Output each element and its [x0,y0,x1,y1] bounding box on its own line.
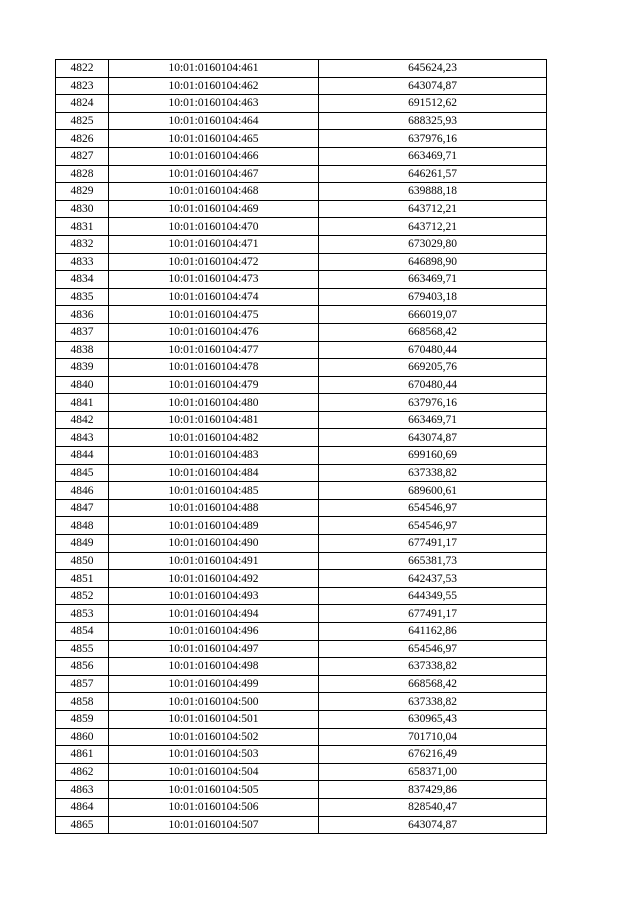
cadastral-value-cell: 637976,16 [319,130,547,148]
cadastral-number-cell: 10:01:0160104:472 [109,253,319,271]
cadastral-value-cell: 643074,87 [319,77,547,95]
cadastral-value-cell: 699160,69 [319,447,547,465]
cadastral-value-cell: 677491,17 [319,605,547,623]
cadastral-value-cell: 654546,97 [319,640,547,658]
table-row [56,112,547,130]
cadastral-value-cell: 630965,43 [319,710,547,728]
cadastral-value-cell: 637338,82 [319,464,547,482]
cadastral-number-cell: 10:01:0160104:506 [109,798,319,816]
cadastral-value-cell: 668568,42 [319,675,547,693]
cadastral-value-cell: 644349,55 [319,587,547,605]
table-row [56,411,547,429]
row-number-cell: 4831 [56,218,109,236]
table-row [56,200,547,218]
cadastral-value-cell: 654546,97 [319,499,547,517]
row-number-cell: 4844 [56,447,109,465]
table-row [56,816,547,834]
table-row [56,640,547,658]
cadastral-number-cell: 10:01:0160104:500 [109,693,319,711]
row-number-cell: 4825 [56,112,109,130]
cadastral-value-cell: 658371,00 [319,763,547,781]
cadastral-value-cell: 643074,87 [319,816,547,834]
table-row [56,482,547,500]
cadastral-number-cell: 10:01:0160104:503 [109,746,319,764]
row-number-cell: 4850 [56,552,109,570]
cadastral-number-cell: 10:01:0160104:477 [109,341,319,359]
cadastral-number-cell: 10:01:0160104:499 [109,675,319,693]
cadastral-value-cell: 691512,62 [319,95,547,113]
row-number-cell: 4830 [56,200,109,218]
cadastral-number-cell: 10:01:0160104:467 [109,165,319,183]
cadastral-value-cell: 673029,80 [319,235,547,253]
cadastral-value-cell: 641162,86 [319,623,547,641]
cadastral-value-cell: 669205,76 [319,359,547,377]
cadastral-number-cell: 10:01:0160104:468 [109,183,319,201]
row-number-cell: 4826 [56,130,109,148]
table-row [56,147,547,165]
cadastral-number-cell: 10:01:0160104:462 [109,77,319,95]
cadastral-value-cell: 646898,90 [319,253,547,271]
table-row [56,271,547,289]
row-number-cell: 4842 [56,411,109,429]
cadastral-value-cell: 668568,42 [319,323,547,341]
cadastral-value-cell: 643074,87 [319,429,547,447]
cadastral-number-cell: 10:01:0160104:478 [109,359,319,377]
cadastral-value-cell: 645624,23 [319,60,547,78]
row-number-cell: 4865 [56,816,109,834]
cadastral-number-cell: 10:01:0160104:501 [109,710,319,728]
row-number-cell: 4829 [56,183,109,201]
cadastral-value-cell: 642437,53 [319,570,547,588]
cadastral-number-cell: 10:01:0160104:505 [109,781,319,799]
table-row [56,218,547,236]
cadastral-value-cell: 637338,82 [319,658,547,676]
row-number-cell: 4843 [56,429,109,447]
row-number-cell: 4827 [56,147,109,165]
cadastral-value-cell: 670480,44 [319,376,547,394]
table-row [56,165,547,183]
cadastral-value-table [55,59,547,834]
row-number-cell: 4841 [56,394,109,412]
cadastral-value-cell: 646261,57 [319,165,547,183]
table-row [56,130,547,148]
table-row [56,746,547,764]
cadastral-value-cell: 665381,73 [319,552,547,570]
cadastral-number-cell: 10:01:0160104:481 [109,411,319,429]
table-row [56,447,547,465]
table-row [56,587,547,605]
row-number-cell: 4853 [56,605,109,623]
row-number-cell: 4849 [56,535,109,553]
row-number-cell: 4860 [56,728,109,746]
cadastral-value-cell: 701710,04 [319,728,547,746]
cadastral-number-cell: 10:01:0160104:490 [109,535,319,553]
table-row [56,552,547,570]
row-number-cell: 4848 [56,517,109,535]
row-number-cell: 4859 [56,710,109,728]
cadastral-value-cell: 677491,17 [319,535,547,553]
table-row [56,60,547,78]
cadastral-number-cell: 10:01:0160104:480 [109,394,319,412]
table-row [56,605,547,623]
table-row [56,710,547,728]
cadastral-value-cell: 643712,21 [319,200,547,218]
row-number-cell: 4852 [56,587,109,605]
row-number-cell: 4823 [56,77,109,95]
row-number-cell: 4851 [56,570,109,588]
row-number-cell: 4857 [56,675,109,693]
cadastral-value-cell: 663469,71 [319,271,547,289]
row-number-cell: 4854 [56,623,109,641]
table-row [56,183,547,201]
cadastral-value-cell: 643712,21 [319,218,547,236]
row-number-cell: 4855 [56,640,109,658]
table-row [56,658,547,676]
cadastral-number-cell: 10:01:0160104:491 [109,552,319,570]
cadastral-value-cell: 654546,97 [319,517,547,535]
cadastral-value-cell: 837429,86 [319,781,547,799]
cadastral-number-cell: 10:01:0160104:482 [109,429,319,447]
table-row [56,341,547,359]
table-row [56,306,547,324]
row-number-cell: 4864 [56,798,109,816]
row-number-cell: 4837 [56,323,109,341]
cadastral-number-cell: 10:01:0160104:484 [109,464,319,482]
row-number-cell: 4856 [56,658,109,676]
row-number-cell: 4828 [56,165,109,183]
row-number-cell: 4858 [56,693,109,711]
cadastral-number-cell: 10:01:0160104:483 [109,447,319,465]
cadastral-number-cell: 10:01:0160104:494 [109,605,319,623]
table-row [56,675,547,693]
row-number-cell: 4838 [56,341,109,359]
table-row [56,623,547,641]
table-row [56,235,547,253]
table-row [56,763,547,781]
table-row [56,728,547,746]
table-row [56,77,547,95]
table-row [56,95,547,113]
cadastral-number-cell: 10:01:0160104:473 [109,271,319,289]
cadastral-value-cell: 663469,71 [319,411,547,429]
cadastral-value-cell: 637338,82 [319,693,547,711]
table-row [56,376,547,394]
cadastral-number-cell: 10:01:0160104:507 [109,816,319,834]
cadastral-value-cell: 637976,16 [319,394,547,412]
row-number-cell: 4836 [56,306,109,324]
cadastral-value-cell: 639888,18 [319,183,547,201]
table-row [56,499,547,517]
table-row [56,394,547,412]
table-row [56,288,547,306]
cadastral-number-cell: 10:01:0160104:489 [109,517,319,535]
table-row [56,798,547,816]
table-row [56,693,547,711]
cadastral-number-cell: 10:01:0160104:502 [109,728,319,746]
cadastral-value-cell: 828540,47 [319,798,547,816]
row-number-cell: 4845 [56,464,109,482]
cadastral-number-cell: 10:01:0160104:475 [109,306,319,324]
cadastral-number-cell: 10:01:0160104:498 [109,658,319,676]
row-number-cell: 4846 [56,482,109,500]
cadastral-number-cell: 10:01:0160104:496 [109,623,319,641]
row-number-cell: 4847 [56,499,109,517]
cadastral-number-cell: 10:01:0160104:497 [109,640,319,658]
cadastral-value-cell: 688325,93 [319,112,547,130]
row-number-cell: 4840 [56,376,109,394]
cadastral-number-cell: 10:01:0160104:492 [109,570,319,588]
row-number-cell: 4832 [56,235,109,253]
cadastral-number-cell: 10:01:0160104:485 [109,482,319,500]
row-number-cell: 4822 [56,60,109,78]
cadastral-value-cell: 666019,07 [319,306,547,324]
table-row [56,781,547,799]
cadastral-value-cell: 676216,49 [319,746,547,764]
row-number-cell: 4824 [56,95,109,113]
cadastral-number-cell: 10:01:0160104:476 [109,323,319,341]
cadastral-number-cell: 10:01:0160104:469 [109,200,319,218]
cadastral-number-cell: 10:01:0160104:488 [109,499,319,517]
cadastral-number-cell: 10:01:0160104:493 [109,587,319,605]
table-row [56,323,547,341]
row-number-cell: 4862 [56,763,109,781]
cadastral-number-cell: 10:01:0160104:464 [109,112,319,130]
table-row [56,429,547,447]
cadastral-value-cell: 679403,18 [319,288,547,306]
cadastral-value-cell: 663469,71 [319,147,547,165]
row-number-cell: 4835 [56,288,109,306]
cadastral-number-cell: 10:01:0160104:463 [109,95,319,113]
row-number-cell: 4861 [56,746,109,764]
row-number-cell: 4839 [56,359,109,377]
cadastral-value-cell: 670480,44 [319,341,547,359]
cadastral-number-cell: 10:01:0160104:466 [109,147,319,165]
table-row [56,253,547,271]
table-row [56,535,547,553]
cadastral-number-cell: 10:01:0160104:461 [109,60,319,78]
cadastral-number-cell: 10:01:0160104:471 [109,235,319,253]
row-number-cell: 4833 [56,253,109,271]
table-row [56,570,547,588]
cadastral-number-cell: 10:01:0160104:474 [109,288,319,306]
row-number-cell: 4863 [56,781,109,799]
table-body [56,60,547,834]
cadastral-number-cell: 10:01:0160104:465 [109,130,319,148]
table-row [56,464,547,482]
cadastral-value-cell: 689600,61 [319,482,547,500]
cadastral-number-cell: 10:01:0160104:504 [109,763,319,781]
cadastral-number-cell: 10:01:0160104:470 [109,218,319,236]
table-row [56,359,547,377]
cadastral-number-cell: 10:01:0160104:479 [109,376,319,394]
row-number-cell: 4834 [56,271,109,289]
table-row [56,517,547,535]
